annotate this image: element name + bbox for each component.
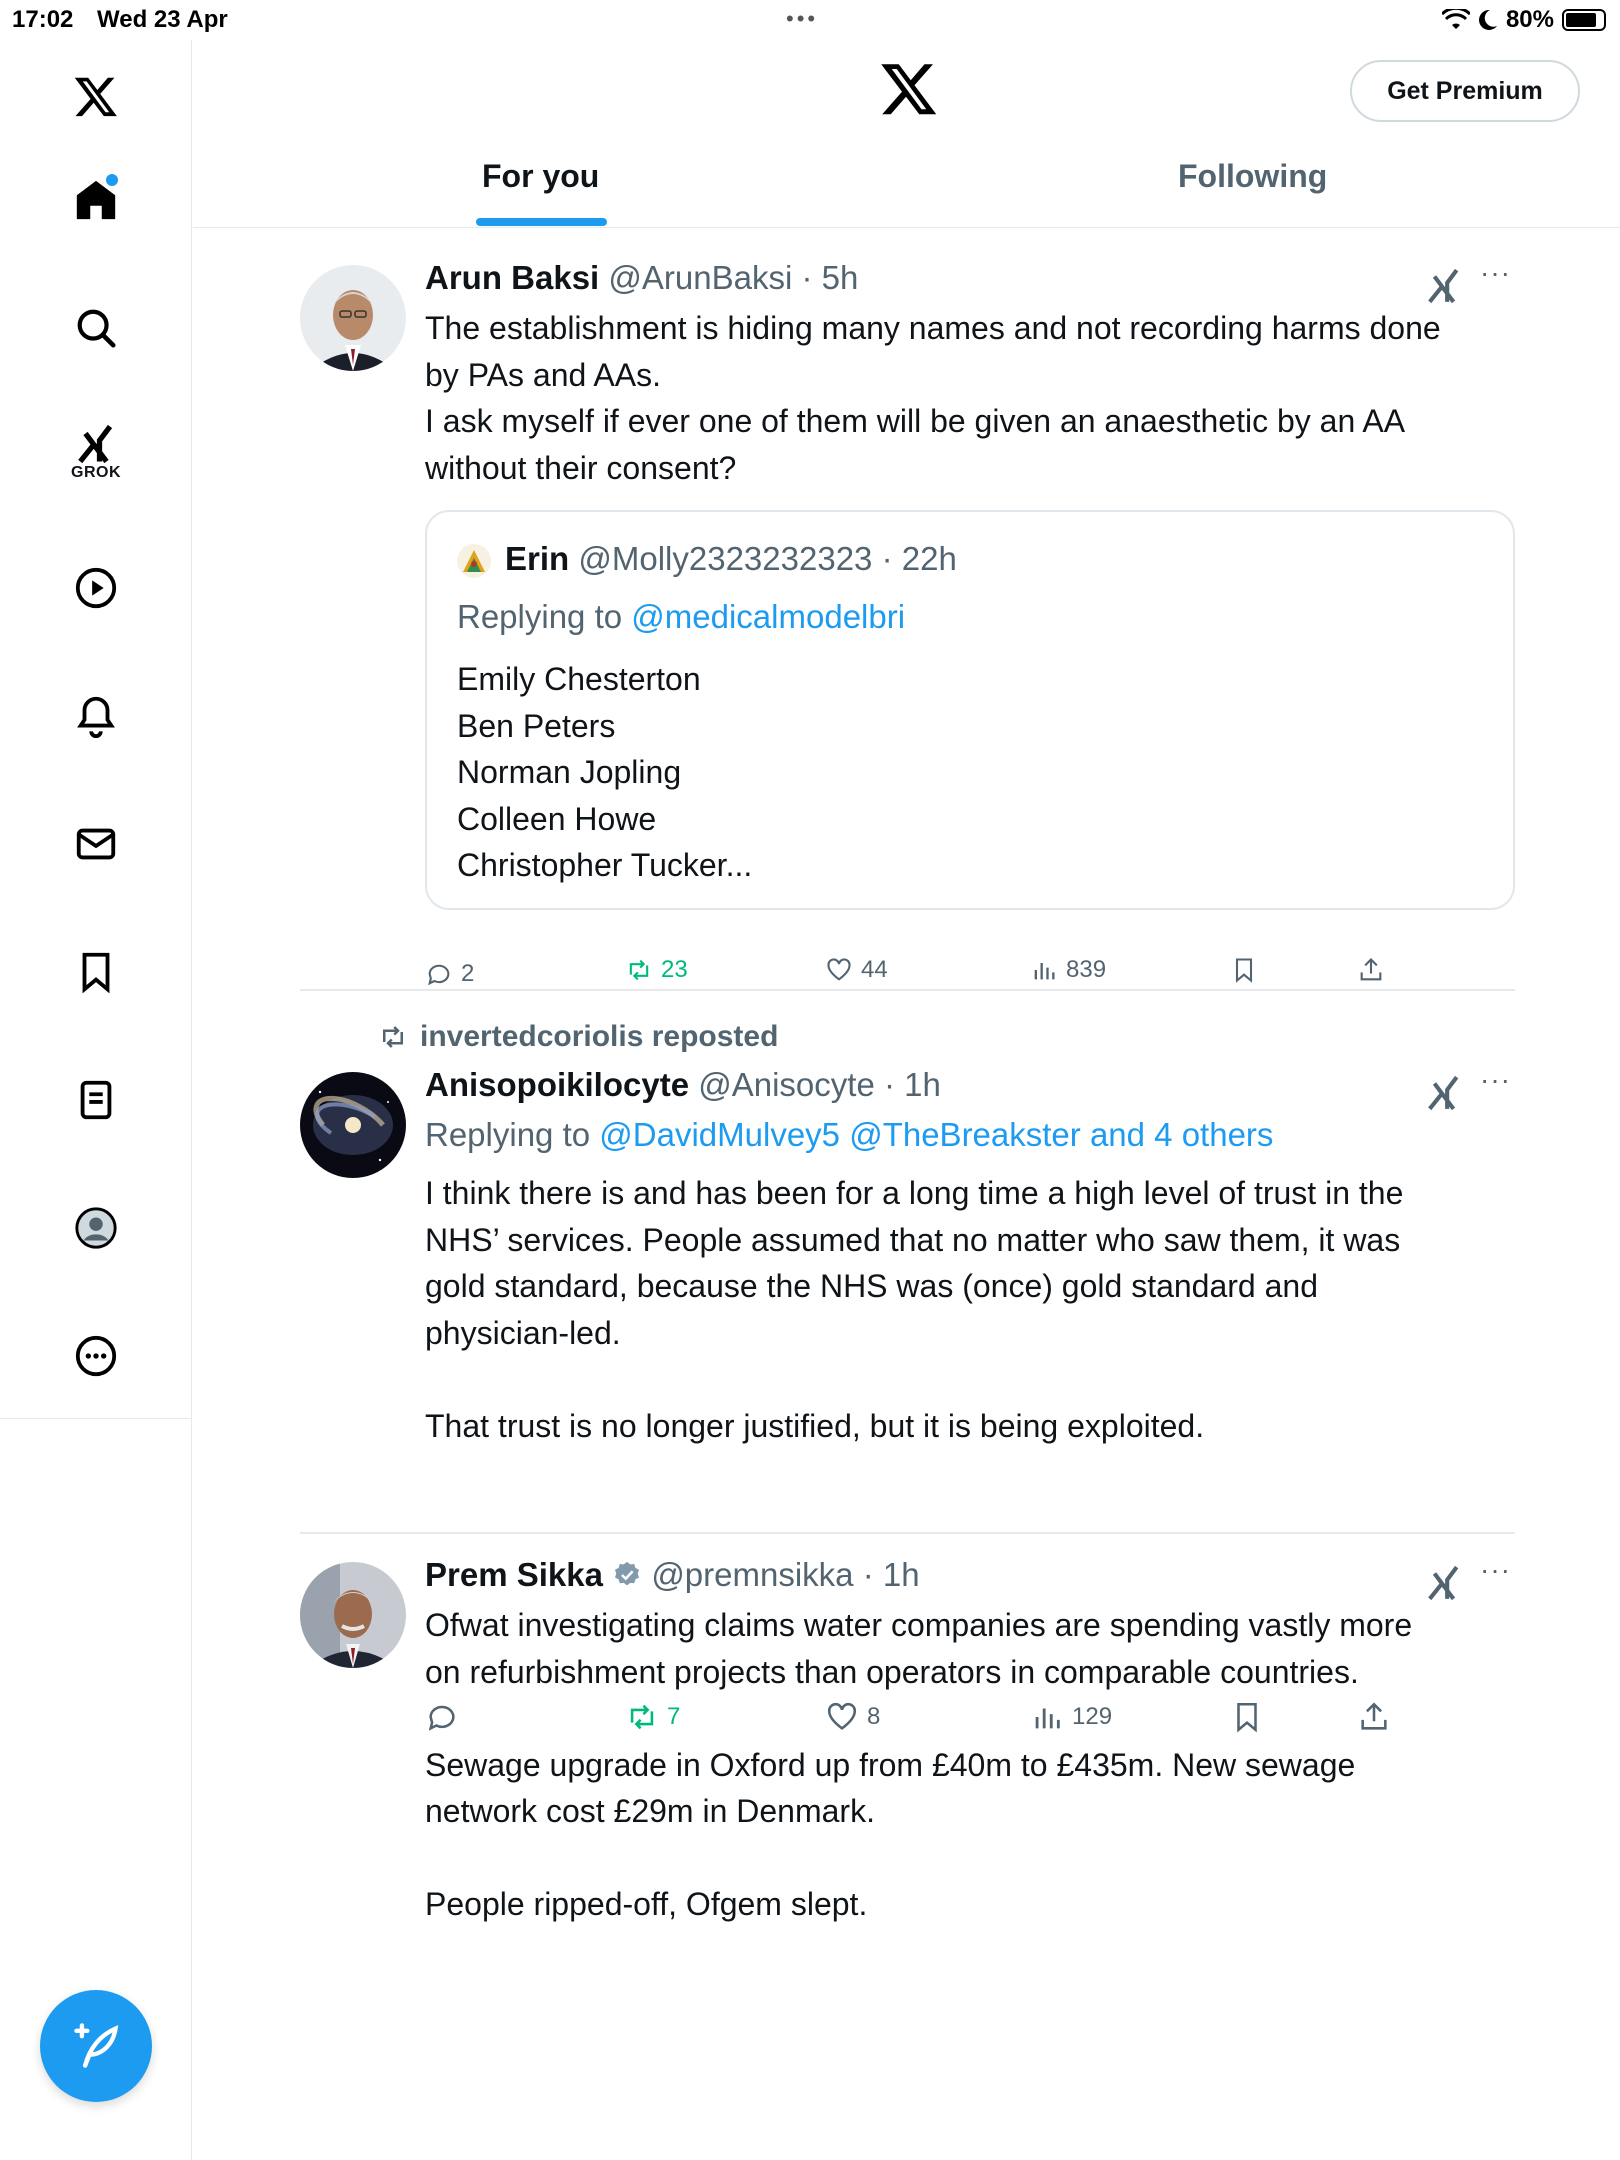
tab-for-you[interactable]: For you [482,158,600,194]
x-logo-icon[interactable] [879,58,939,118]
bookmark-icon [1230,956,1258,984]
top-bar [193,40,1620,228]
reply-button[interactable] [425,960,474,988]
repost-context [378,1020,778,1054]
x-logo-icon[interactable] [66,66,126,126]
avatar [457,544,491,578]
author-handle[interactable]: @ArunBaksi [608,259,793,296]
reposted-by-label[interactable]: invertedcoriolis reposted [420,1020,779,1053]
tweet-time[interactable]: 1h [904,1066,941,1103]
tweet-text: The establishment is hiding many names and not recording harms done by PAs and AAs. I ask myself if ever one of them will be given an anaesthetic by an AA without their consent? [425,310,1441,486]
share-button[interactable] [1357,956,1385,984]
avatar[interactable] [300,1072,406,1178]
more-icon[interactable] [66,1326,126,1386]
repost-count: 23 [661,956,688,983]
tab-following[interactable]: Following [1178,158,1328,194]
repost-button[interactable] [625,956,688,984]
author-name[interactable]: Anisopoikilocyte [425,1066,690,1103]
compose-button[interactable] [40,1990,152,2102]
more-options-icon[interactable]: ··· [1480,1554,1511,1585]
grok-icon[interactable] [1425,1074,1463,1112]
like-count: 44 [861,956,888,983]
notification-dot [106,174,118,186]
author-name[interactable]: Arun Baksi [425,259,600,296]
tweet-separator [300,989,1515,991]
view-count: 839 [1066,956,1107,983]
battery-icon [1562,9,1606,31]
dot-separator: · [874,1066,905,1103]
reply-count: 2 [461,960,475,987]
sidebar-divider [0,1418,192,1419]
grok-icon[interactable] [66,420,126,480]
tweet-header [425,1066,941,1104]
views-chart-icon [1030,956,1058,984]
replying-to-prefix: Replying to [425,1116,591,1153]
status-time: 17:02 [12,6,74,33]
like-count: 8 [867,1703,881,1730]
author-handle[interactable]: @Anisocyte [698,1066,875,1103]
wifi-icon [1442,9,1470,31]
views-button[interactable] [1030,956,1106,984]
tweet-time[interactable]: 5h [821,259,859,296]
bookmark-button[interactable] [1230,956,1258,984]
tweet-text: I think there is and has been for a long time a high level of trust in the NHS’ services. People assumed that no matter who saw them, it was gold standard, because the NHS was (once) gold standard and physician-led. That trust is no longer justified, but it is being exploited. [425,1175,1404,1444]
get-premium-button[interactable]: Get Premium [1350,60,1580,122]
avatar[interactable] [300,1562,406,1668]
active-tab-indicator [476,218,607,226]
tweet-actions [425,956,1515,1000]
repost-count: 7 [667,1703,681,1730]
grok-icon[interactable] [1425,267,1463,305]
reply-target-link[interactable]: @DavidMulvey5 @TheBreakster and 4 others [599,1116,1274,1153]
multitask-dots[interactable]: ••• [786,6,819,31]
author-name[interactable]: Prem Sikka [425,1556,603,1593]
tweet-text: Ofwat investigating claims water companies are spending vastly more on refurbishment projects than operators in comparable countries. Sewage upgrade in Oxford up from £40m to £435m. New sewage network cost £29m in Denmark. People ripped-off, Ofgem slept. [425,1607,1413,1922]
quoted-tweet-text: Emily Chesterton Ben Peters Norman Jopling Colleen Howe Christopher Tucker... [457,661,753,883]
quoted-tweet[interactable] [425,510,1515,910]
tweet-header [425,259,858,297]
dot-separator: · [872,540,902,577]
author-handle[interactable]: @premnsikka [651,1556,854,1593]
status-bar [0,0,1620,40]
dot-separator: · [792,259,822,296]
quoted-tweet-header [505,540,957,578]
replying-to-line [457,598,905,636]
replying-to-line [425,1116,1273,1154]
like-button[interactable] [825,956,888,984]
dot-separator: · [853,1556,883,1593]
tweet-header [425,1556,920,1594]
reply-target-link[interactable]: @medicalmodelbri [631,598,906,635]
tweet-time: 22h [901,540,957,577]
feather-plus-icon [70,2020,122,2072]
home-icon[interactable] [66,170,126,230]
verified-badge-icon [612,1560,642,1590]
profile-icon[interactable] [66,1198,126,1258]
more-options-icon[interactable]: ··· [1480,257,1511,288]
tweet-separator [300,1532,1515,1534]
reply-icon [425,960,453,988]
mail-icon[interactable] [66,814,126,874]
video-icon[interactable] [66,558,126,618]
repost-icon [625,956,653,984]
sidebar [0,40,192,2160]
avatar[interactable] [300,265,406,371]
heart-icon [825,956,853,984]
search-icon[interactable] [66,298,126,358]
moon-icon [1478,9,1498,31]
bookmark-icon[interactable] [66,942,126,1002]
more-options-icon[interactable]: ··· [1480,1064,1511,1095]
view-count: 129 [1072,1703,1113,1730]
grok-icon[interactable] [1425,1564,1463,1602]
list-icon[interactable] [66,1070,126,1130]
replying-to-prefix: Replying to [457,598,623,635]
status-right [1442,6,1606,34]
share-icon [1357,956,1385,984]
repost-icon [378,1022,408,1052]
battery-percent: 80% [1505,6,1554,33]
author-handle: @Molly2323232323 [578,540,873,577]
author-name: Erin [505,540,570,577]
status-date: Wed 23 Apr [97,6,228,33]
bell-icon[interactable] [66,686,126,746]
tweet-time[interactable]: 1h [882,1556,920,1593]
grok-label: GROK [71,464,121,481]
